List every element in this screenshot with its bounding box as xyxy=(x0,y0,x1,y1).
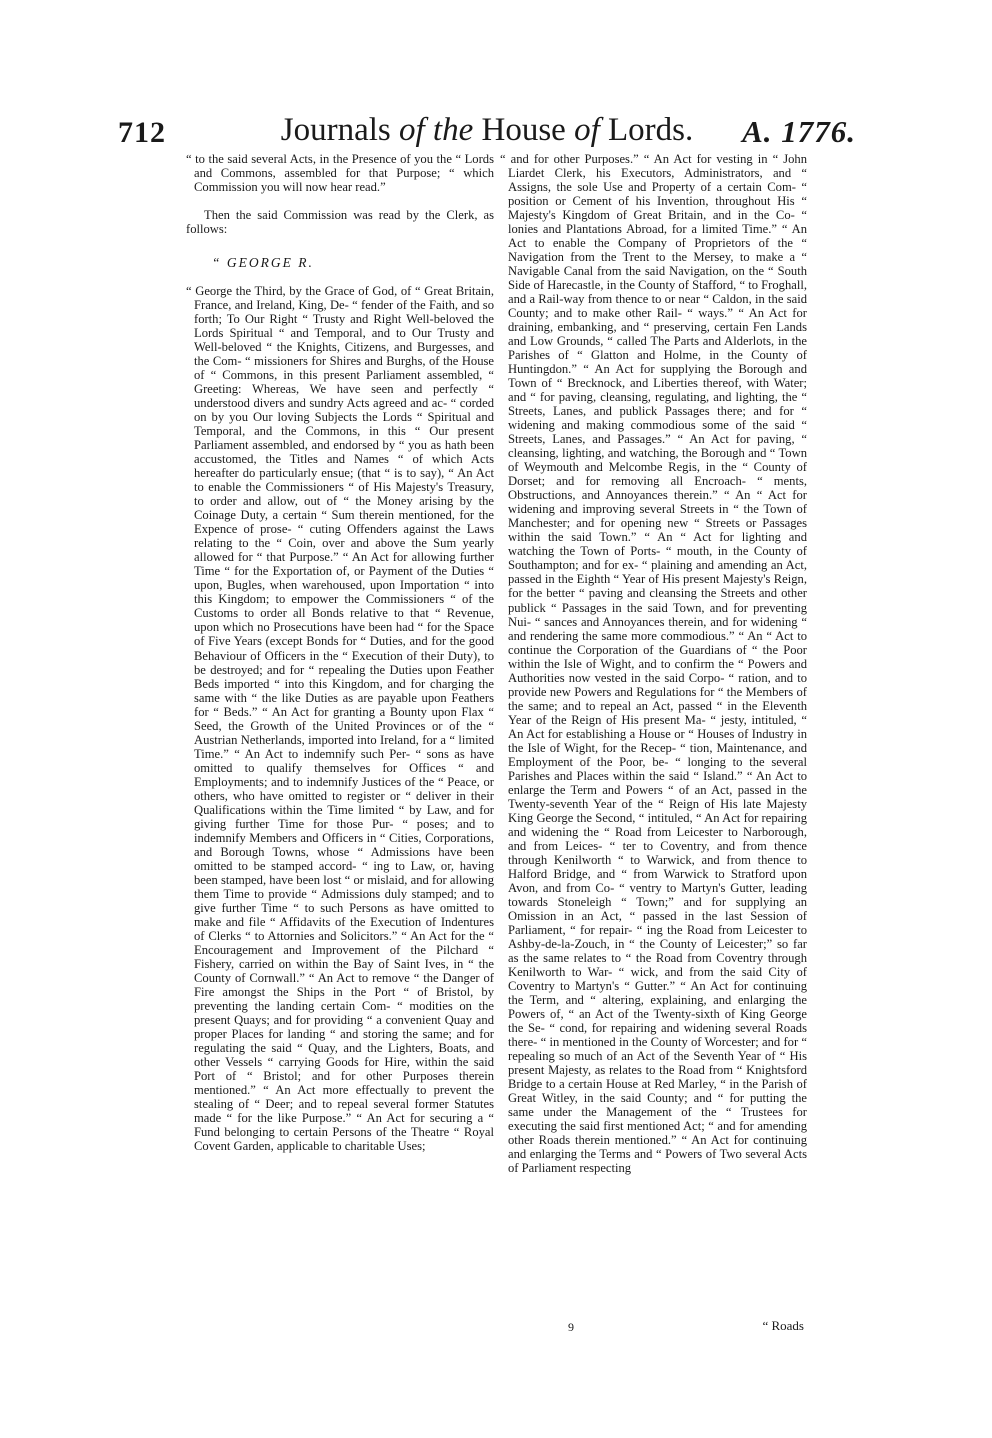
left-column xyxy=(186,152,494,1153)
salutation: “ GEORGE R. xyxy=(212,255,314,271)
title-word: of xyxy=(574,112,600,148)
title-word: House xyxy=(481,112,566,148)
title-word: Journals xyxy=(280,112,391,148)
clerk-line: Then the said Commission was read by the Clerk, as follows: xyxy=(186,208,494,237)
year-label: A. 1776. xyxy=(742,114,856,149)
opening-paragraph: “ to the said several Acts, in the Presence of you the “ Lords and Commons, assembled for that Purpose; “ which Commission you will now hear read.” xyxy=(186,152,494,195)
title-word: the xyxy=(432,112,474,148)
right-column xyxy=(500,152,807,1175)
acts-text: “ and for other Purposes.” “ An Act for vesting in “ John Liardet Clerk, his Executors, Administrators, and “ Assigns, the sole Use and Property of a certain Com- “ position or Cement of his Invention, throughout His “ Majesty's Kingdom of Great Britain, and in the Co- “ lonies and Plantations Abroad, for a limited Time.” “ An Act to enable the Company of Proprietors of the “ Navigation from the Trent to the Mersey, to make a “ Navigable Canal from the said Navigation, on the “ South Side of Harecastle, in the County of Stafford, “ to Froghall, and a Rail-way from thence to or near “ Caldon, in the said County; and to make other Rail- “ ways.” “ An Act for draining, embanking, and “ preserving, certain Fen Lands and Low Grounds, “ called The Parts and Alderlots, in the Parishes of “ Glatton and Holme, in the County of Huntingdon.” “ An Act for supplying the Borough and Town of “ Brecknock, and Liberties thereof, with Water; and “ for paving, cleansing, regulating, and lighting, the “ Streets, Lanes, and publick Passages there; and for “ widening and making commodious some of the said “ Streets, Lanes, and Passages.” “ An Act for paving, “ cleansing, lighting, and watching, the Borough and “ Town of Weymouth and Melcombe Regis, in the “ County of Dorset; and for removing all Encroach- “ ments, Obstructions, and Annoyances therein.” “ An “ Act for widening and improving several Streets in “ the Town of Manchester; and for opening new “ Streets or Passages within the said Town.” “ An “ Act for lighting and watching the Town of Ports- “ mouth, in the County of Southampton; and for ex- “ plaining and amending an Act, passed in the Eighth “ Year of His present Majesty's Reign, for the better “ paving and cleansing the Streets and other publick “ Passages in the said Town, and for preventing Nui- “ sances and Annoyances therein, and for widening “ and rendering the same more commodious.” “ An “ Act to continue the Corporation of the Guardians of “ the Poor within the Isle of Wight, and to confirm the “ Powers and Authorities now vested in the said Corpo- “ ration, and to provide new Powers and Regulations for “ the Members of the same; and to repeal an Act, passed “ in the Eleventh Year of the Reign of His present Ma- “ jesty, intituled, “ An Act for establishing a House or “ Houses of Industry in the Isle of Wight, for the Recep- “ tion, Maintenance, and Employment of the Poor, be- “ longing to the several Parishes and Places within the said “ Island.” “ An Act to enlarge the Term and Powers “ of an Act, passed in the Twenty-seventh Year of the “ Reign of His late Majesty King George the Second, “ intituled, “ An Act for repairing and widening the “ Road from Leicester to Narborough, and from Leices- “ ter to Coventry, and from thence through Kenilworth “ to Warwick, and from thence to Halford Bridge, and “ from Warwick to Stratford upon Avon, and from Co- “ ventry to Martyn's Gutter, leading towards Stoneleigh “ Town;” and for supplying an Omission in an Act, “ passed in the last Session of Parliament, “ for repair- “ ing the Road from Leicester to Ashby-de-la-Zouch, in “ the County of Leicester;” so far as the same relates to “ the Road from Coventry through Kenilworth to War- “ wick, and from the said City of Coventry to Martyn's “ Gutter.” “ An Act for continuing the Term, and “ altering, explaining, and enlarging the Powers of, “ an Act of the Twenty-sixth of King George the Se- “ cond, for repairing and widening several Roads there- “ in mentioned in the County of Worcester; and for “ repealing so much of an Act of the Seventh Year of “ His present Majesty, as relates to the Road from “ Knightsford Bridge to a certain House at Red Marley, “ in the Parish of Great Witley, in the said County; and “ for putting the same under the Management of the “ Trustees for executing the said first mentioned Act; “ and for amending other Roads therein mentioned.” “ An Act for continuing and enlarging the Terms and “ Powers of Two several Acts of Parliament respecting xyxy=(500,152,807,1176)
signature-mark: 9 xyxy=(568,1320,574,1334)
commission-text: “ George the Third, by the Grace of God, of “ Great Britain, France, and Ireland, King, De- “ fender of the Faith, and so forth; To Our Right “ Trusty and Right Well-beloved the Lords Spiritual “ and Temporal, and to Our Trusty and Well-beloved “ the Knights, Citizens, and Burgesses, and the Com- “ missioners for Shires and Burghs, of the House of “ Commons, in this present Parliament assembled, “ Greeting: Whereas, We have seen and perfectly “ understood divers and sundry Acts agreed and ac- “ corded on by you Our loving Subjects the Lords “ Spiritual and Temporal, and the Commons, in this “ Our present Parliament assembled, and endorsed by “ you as hath been accustomed, the Titles and Names “ of which Acts hereafter do particularly ensue; (that “ is to say), “ An Act to enable the Commissioners “ of His Majesty's Treasury, to order and allow, out of “ the Money arising by the Coinage Duty, a certain “ Sum therein mentioned, for the Expence of prose- “ cuting Offenders against the Laws relating to the “ Coin, over and above the Sum yearly allowed for “ that Purpose.” “ An Act for allowing further Time “ for the Exportation of, or Payment of the Duties “ upon, Bugles, when warehoused, upon Importation “ into this Kingdom; to empower the Commissioners “ of the Customs to order all Bonds relative to that “ Revenue, upon which no Prosecutions have been had “ for the Space of Five Years (except Bonds for “ Duties, and for the good Behaviour of Officers in the “ Execution of their Duty), to be destroyed; and for “ repealing the Duties upon Feather Beds imported “ into this Kingdom, and for charging the same with “ the like Duties as are payable upon Feathers for “ Beds.” “ An Act for granting a Bounty upon Flax “ Seed, the Growth of the United Provinces or of the “ Austrian Netherlands, imported into Ireland, for a “ limited Time.” “ An Act to indemnify such Per- “ sons as have omitted to qualify themselves for Offices “ and Employments; and to indemnify Justices of the “ Peace, or others, who have omitted to register or “ deliver in their Qualifications within the Time limited “ by Law, and for giving further Time for those Pur- “ poses; and to indemnify Members and Officers in “ Cities, Corporations, and Borough Towns, whose “ Admissions have been omitted to be stamped accord- “ ing to Law, or, having been stamped, have been lost “ or mislaid, and for allowing them Time to provide “ Admissions duly stamped; and to give further Time “ to such Persons as have omitted to make and file “ Affidavits of the Execution of Indentures of Clerks “ to Attornies and Solicitors.” “ An Act for the “ Encouragement and Improvement of the Pilchard “ Fishery, carried on within the Bay of Saint Ives, in “ the County of Cornwall.” “ An Act to remove “ the Danger of Fire amongst the Ships in the Port “ of Bristol, by preventing the landing certain Com- “ modities on the present Quays; and for providing “ a convenient Quay and proper Places for landing “ and storing the same; and for regulating the said “ Quay, and the Lighters, Boats, and other Vessels “ carrying Goods for Hire, within the said Port of “ Bristol; and for other Purposes therein mentioned.” “ An Act more effectually to prevent the stealing of “ Deer; and to repeal several former Statutes made “ for the like Purpose.” “ An Act for securing a “ Fund belonging to certain Persons of the Theatre “ Royal Covent Garden, applicable to charitable Uses; xyxy=(186,284,494,1154)
title-word: of xyxy=(399,112,425,148)
page-number: 712 xyxy=(118,116,166,149)
title-word: Lords. xyxy=(608,112,694,148)
catchword: “ Roads xyxy=(762,1318,804,1333)
